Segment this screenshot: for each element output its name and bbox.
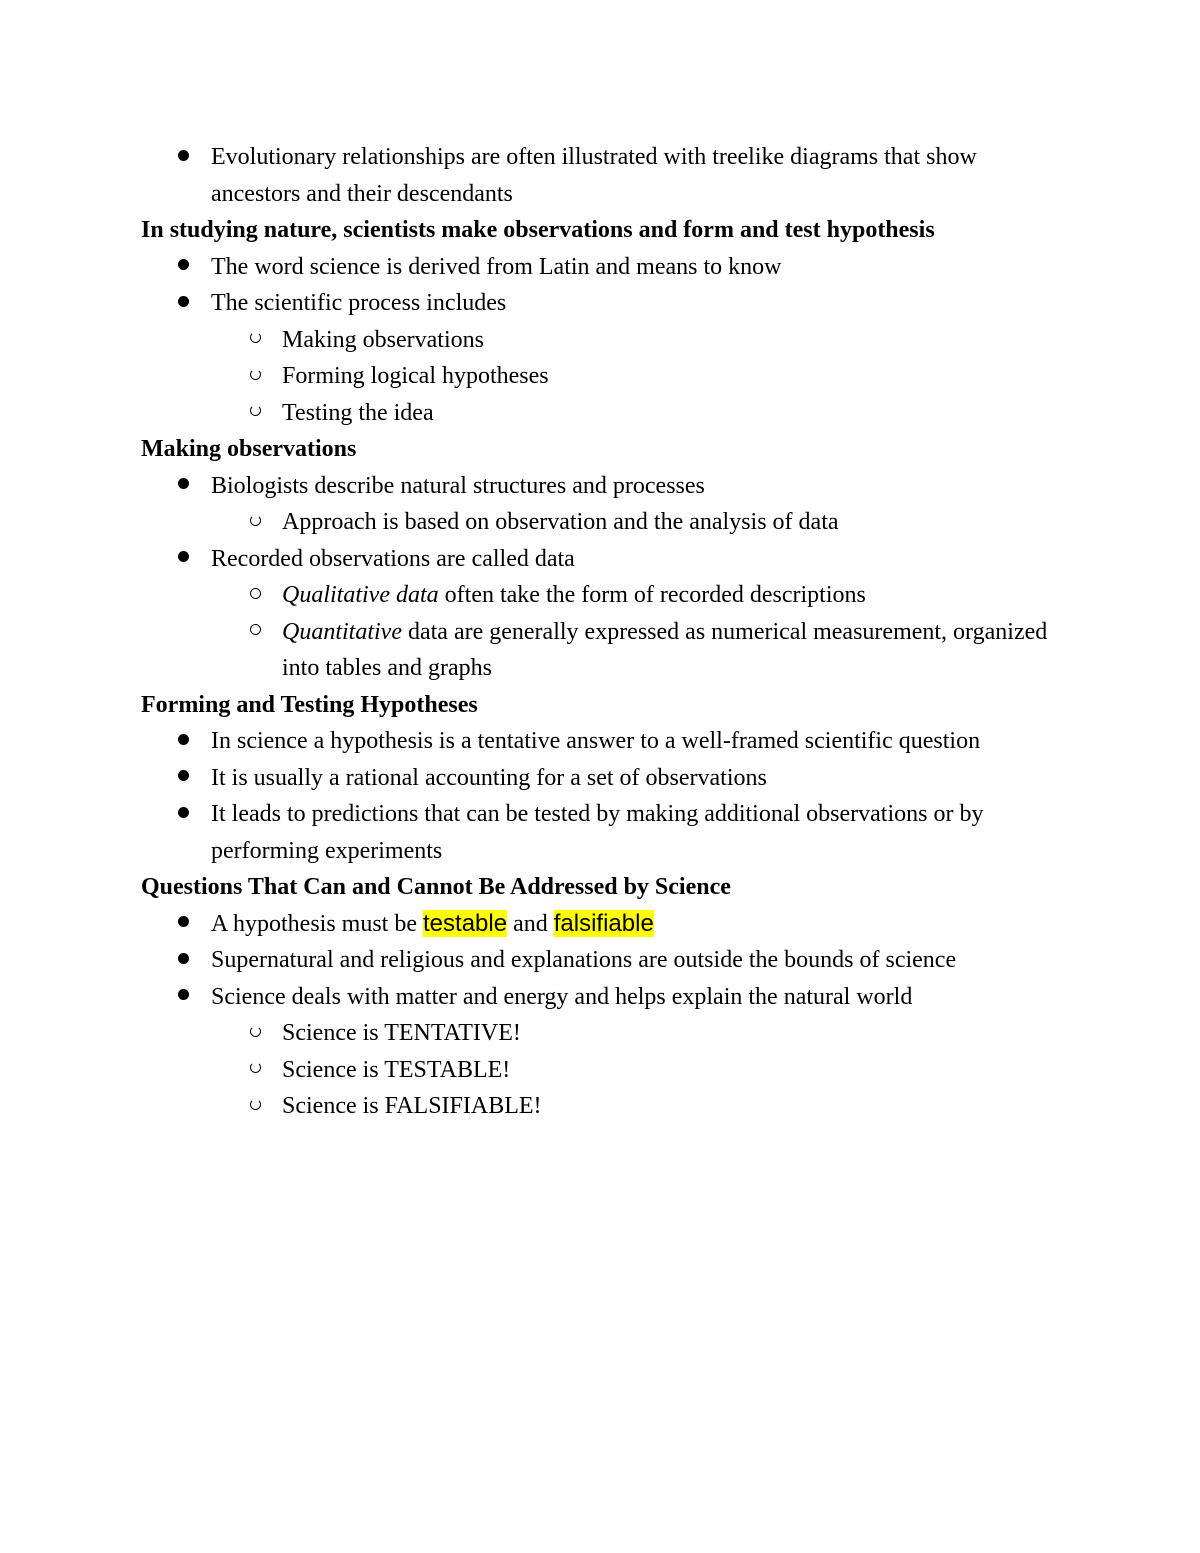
sub-list-item: Science is FALSIFIABLE! — [141, 1088, 1061, 1125]
qualitative-term: Qualitative data — [282, 582, 439, 608]
bullet-filled-icon — [173, 906, 193, 943]
bullet-circle-icon — [245, 577, 265, 614]
bullet-filled-icon — [173, 942, 193, 979]
sub-list-item: Testing the idea — [141, 395, 1061, 432]
sub-list-item: Qualitative data often take the form of recorded descriptions — [141, 577, 1061, 614]
list-item: Supernatural and religious and explanations are outside the bounds of science — [141, 942, 1061, 979]
list-item: A hypothesis must be testable and falsifiable — [141, 906, 1061, 943]
list-item: It leads to predictions that can be tested by making additional observations or by performing experiments — [141, 796, 1061, 869]
sub-list-item: Science is TENTATIVE! — [141, 1015, 1061, 1052]
list-item: It is usually a rational accounting for a set of observations — [141, 760, 1061, 797]
bullet-open-circle-icon — [245, 504, 265, 541]
hypotheses-list — [141, 723, 1061, 869]
bullet-open-circle-icon — [245, 1052, 265, 1089]
sub-list-item: Quantitative data are generally expressed as numerical measurement, organized into tables and graphs — [141, 614, 1061, 687]
list-item: Evolutionary relationships are often illustrated with treelike diagrams that show ancestors and their descendants — [141, 139, 1061, 212]
document-body — [141, 139, 1061, 1125]
bullet-filled-icon — [173, 468, 193, 505]
bullet-open-circle-icon — [245, 322, 265, 359]
bullet-filled-icon — [173, 723, 193, 760]
sub-list-item: Approach is based on observation and the analysis of data — [141, 504, 1061, 541]
bullet-circle-icon — [245, 614, 265, 651]
quantitative-term: Quantitative — [282, 618, 402, 645]
bullet-filled-icon — [173, 979, 193, 1016]
list-item: Recorded observations are called data — [141, 541, 1061, 578]
list-item: Science deals with matter and energy and helps explain the natural world — [141, 979, 1061, 1016]
bullet-filled-icon — [173, 541, 193, 578]
bullet-open-circle-icon — [245, 395, 265, 432]
section-heading: In studying nature, scientists make observations and form and test hypothesis — [141, 217, 935, 243]
list-item: The scientific process includes — [141, 285, 1061, 322]
sub-list-item: Forming logical hypotheses — [141, 358, 1061, 395]
section-heading: Questions That Can and Cannot Be Addressed by Science — [141, 874, 731, 900]
highlighted-term-falsifiable: falsifiable — [553, 909, 654, 937]
bullet-filled-icon — [173, 285, 193, 322]
list-item: The word science is derived from Latin and means to know — [141, 249, 1061, 286]
making-observations-list — [141, 468, 1061, 687]
bullet-filled-icon — [173, 139, 193, 176]
bullet-filled-icon — [173, 249, 193, 286]
sub-list-item: Making observations — [141, 322, 1061, 359]
studying-nature-list — [141, 249, 1061, 432]
sub-list-item: Science is TESTABLE! — [141, 1052, 1061, 1089]
highlighted-term-testable: testable — [423, 909, 508, 937]
section-heading: Making observations — [141, 436, 357, 462]
bullet-filled-icon — [173, 796, 193, 833]
list-item: Biologists describe natural structures and processes — [141, 468, 1061, 505]
bullet-open-circle-icon — [245, 1015, 265, 1052]
bullet-filled-icon — [173, 760, 193, 797]
evolution-list — [141, 139, 1061, 212]
list-item: In science a hypothesis is a tentative answer to a well-framed scientific question — [141, 723, 1061, 760]
bullet-open-circle-icon — [245, 358, 265, 395]
section-heading: Forming and Testing Hypotheses — [141, 691, 478, 718]
bullet-open-circle-icon — [245, 1088, 265, 1125]
questions-list — [141, 906, 1061, 1125]
